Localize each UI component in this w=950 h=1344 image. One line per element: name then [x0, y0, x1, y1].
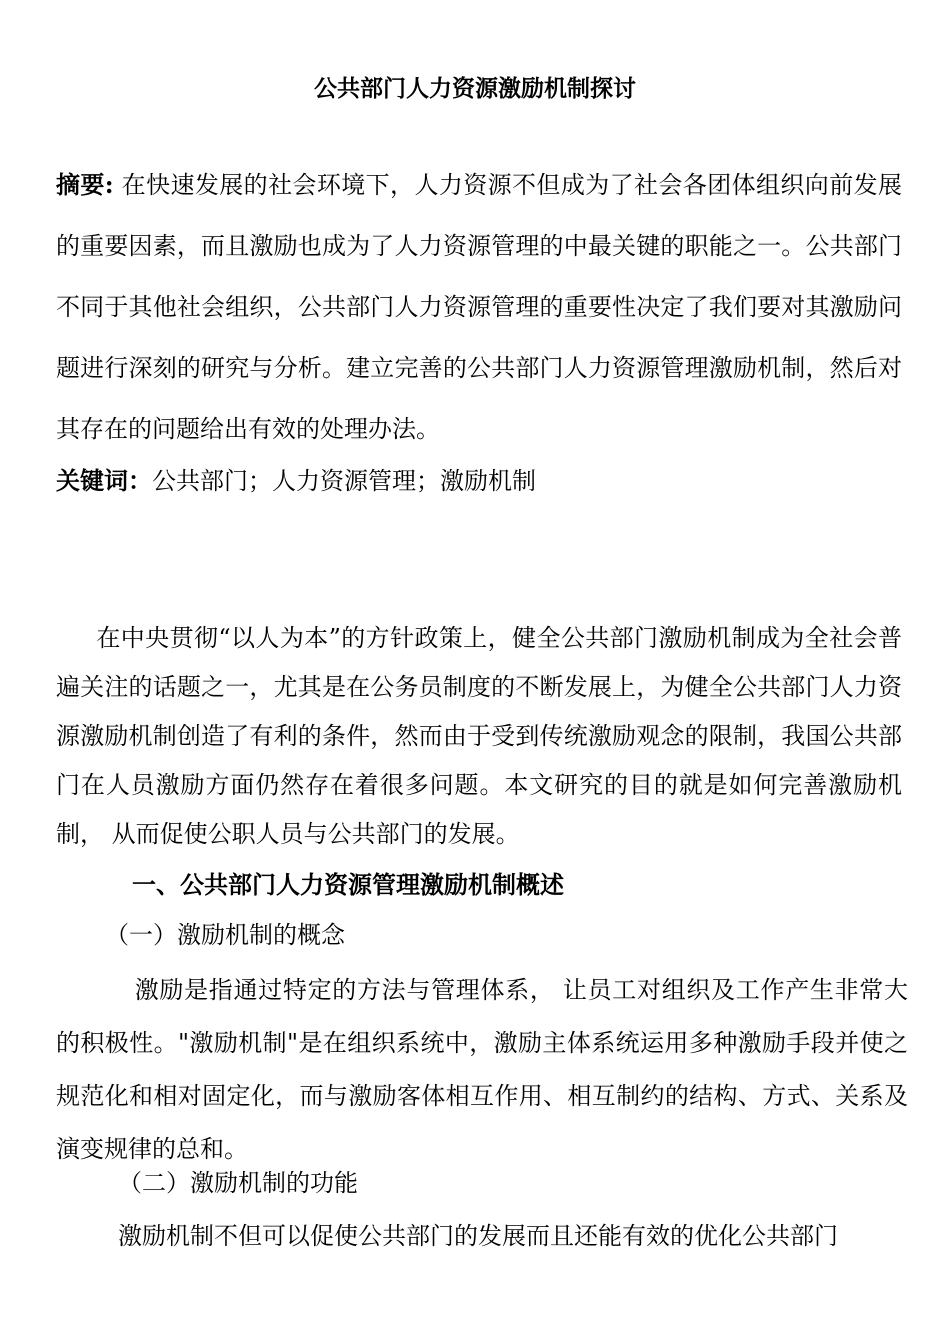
subsection-1-paragraph-text: 激励是指通过特定的方法与管理体系， 让员工对组织及工作产生非常大的积极性。"激励机制"是在组织系统中，激励主体系统运用多种激励手段并使之规范化和相对固定化，而与激励客体相互作用、相互制约的结构、方式、关系及演变规律的总和。: [56, 976, 908, 1163]
keywords-text: 公共部门；人力资源管理；激励机制: [152, 467, 536, 495]
document-title: 公共部门人力资源激励机制探讨: [314, 75, 636, 102]
subsection-2-paragraph-text: 激励机制不但可以促使公共部门的发展而且还能有效的优化公共部门: [118, 1222, 838, 1250]
abstract-block: [56, 154, 902, 460]
subsection-1-paragraph: [56, 964, 908, 1176]
intro-paragraph: [56, 614, 902, 859]
abstract-text: 在快速发展的社会环境下，人力资源不但成为了社会各团体组织向前发展的重要因素，而且激励也成为了人力资源管理的中最关键的职能之一。公共部门不同于其他社会组织，公共部门人力资源管理的重要性决定了我们要对其激励问题进行深刻的研究与分析。建立完善的公共部门人力资源管理激励机制，然后对其存在的问题给出有效的处理办法。: [56, 171, 902, 443]
subsection-heading-2: （二）激励机制的功能: [118, 1169, 358, 1197]
intro-paragraph-text: 在中央贯彻“以人为本”的方针政策上，健全公共部门激励机制成为全社会普遍关注的话题之一，尤其是在公务员制度的不断发展上，为健全公共部门人力资源激励机制创造了有利的条件，然而由于受到传统激励观念的限制，我国公共部门在人员激励方面仍然存在着很多问题。本文研究的目的就是如何完善激励机制， 从而促使公职人员与公共部门的发展。: [56, 624, 902, 848]
subsection-heading-1: （一）激励机制的概念: [105, 921, 345, 949]
keywords-label: 关键词：: [56, 466, 152, 495]
subsection-2-paragraph: [56, 1212, 902, 1260]
abstract-label: 摘要:: [56, 170, 114, 199]
section-heading-1: 一、公共部门人力资源管理激励机制概述: [132, 870, 564, 899]
keywords-line: [56, 461, 902, 501]
